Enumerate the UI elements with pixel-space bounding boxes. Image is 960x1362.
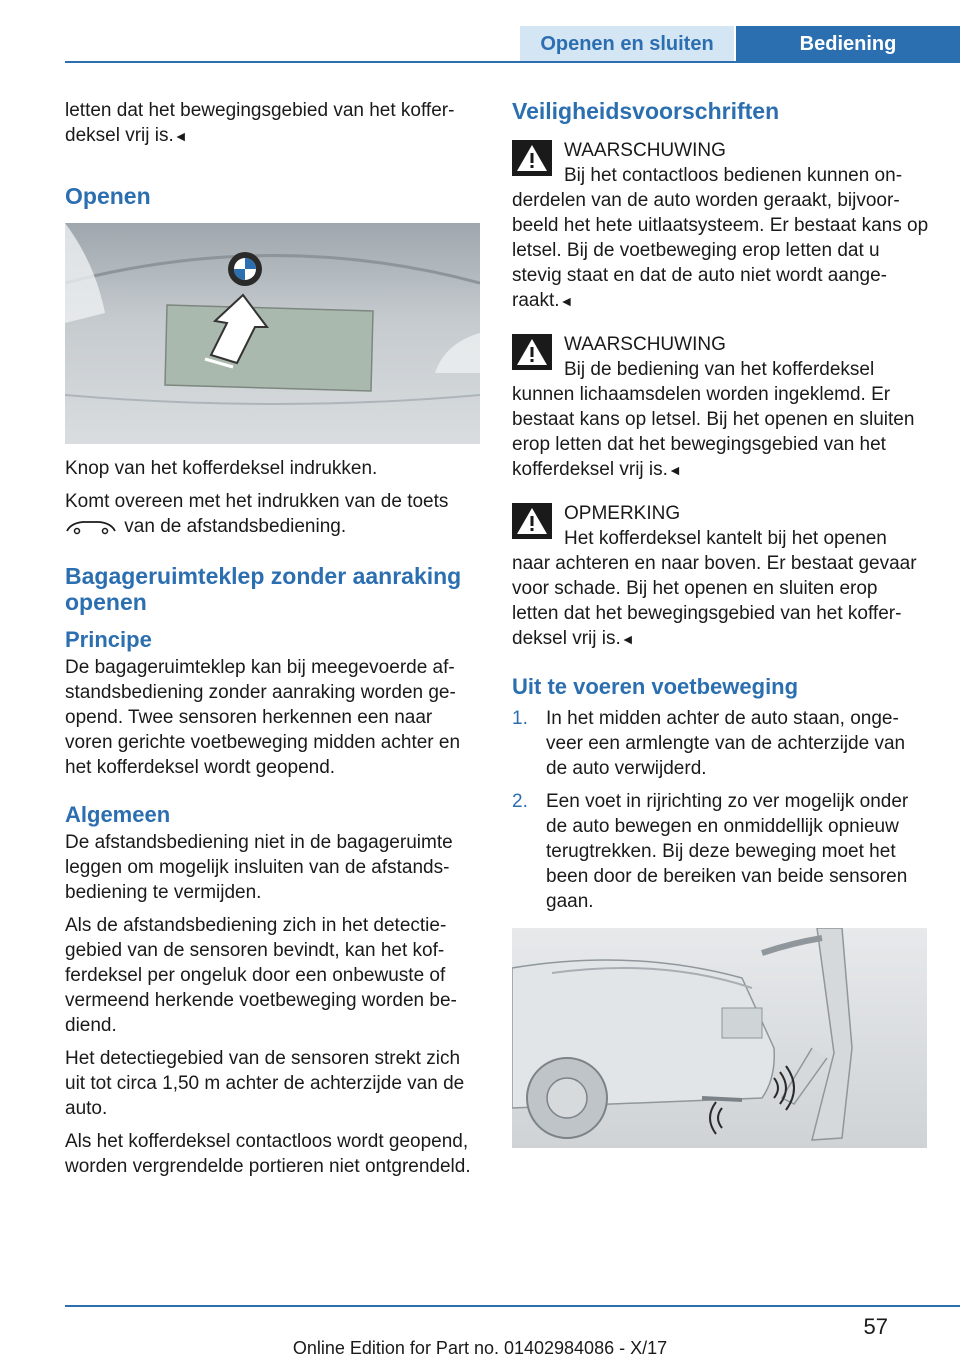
end-mark: ◄	[559, 293, 574, 309]
continued-paragraph: letten dat het bewegingsgebied van het kofferdeksel vrij is.◄	[65, 100, 455, 146]
step-number: 2.	[512, 791, 528, 812]
principe-paragraph: De bagageruimteklep kan bij meegevoerde afstandsbediening zonder aanraking worden geopend. Twee sensoren herkennen een naar voren gerichte voetbeweging midden achter en het kofferdeksel wordt geopend.	[65, 657, 461, 778]
footer-rule	[65, 1305, 960, 1307]
step-text: In het midden achter de auto staan, ongeveer een armlengte van de achterzijde van de auto verwijderd.	[546, 708, 906, 779]
step-text: Een voet in rijrichting zo ver mogelijk onder de auto bewegen en onmiddellijk opnieuw terugtrekken. Bij deze beweging moet het been door de bereiken van beide sensoren gaan.	[546, 791, 909, 912]
warning-block	[512, 138, 929, 314]
warning-text: Bij de bediening van het kofferdeksel kunnen lichaamsdelen worden ingeklemd. Er bestaat kans op letsel. Bij het openen en sluiten erop letten dat het bewegingsgebied van het kofferdeksel vrij is.◄	[512, 359, 915, 480]
openen-heading: Openen	[65, 183, 151, 209]
warning-title: WAARSCHUWING	[564, 140, 726, 161]
edition-footer: Online Edition for Part no. 01402984086 - X/17	[292, 1338, 668, 1358]
section-heading-hands-free: Bagageruimteklep zonder aanraking openen	[65, 563, 462, 615]
list-item	[512, 789, 929, 914]
running-header-chapter: Bediening	[736, 26, 960, 62]
header-rule	[65, 61, 960, 63]
end-mark: ◄	[667, 462, 682, 478]
safety-heading: Veiligheidsvoorschriften	[512, 98, 780, 124]
trunk-button-illustration	[65, 223, 480, 444]
steps-heading: Uit te voeren voetbeweging	[512, 674, 799, 699]
principe-heading: Principe	[65, 627, 152, 652]
algemeen-paragraph-4: Als het kofferdeksel contactloos wordt geopend, worden vergrendelde portieren niet ontgrendeld.	[65, 1131, 471, 1177]
page-number: 57	[863, 1314, 888, 1339]
bmw-logo-icon	[228, 252, 262, 286]
end-mark: ◄	[173, 128, 188, 144]
notice-text: Het kofferdeksel kantelt bij het openen naar achteren en naar boven. Er bestaat gevaar voor schade. Bij het openen en sluiten erop letten dat het bewegingsgebied van het kofferdeksel vrij is.◄	[512, 528, 917, 649]
algemeen-paragraph-2: Als de afstandsbediening zich in het detectiegebied van de sensoren bevindt, kan het kofferdeksel per ongeluk door een onbewuste of vermeend herkende voetbeweging worden bediend.	[65, 915, 457, 1036]
warning-triangle-icon	[512, 140, 552, 176]
car-trunk-key-icon	[65, 519, 117, 535]
end-mark: ◄	[620, 631, 635, 647]
remote-key-paragraph: Komt overeen met het indrukken van de toets van de afstandsbediening.	[65, 491, 449, 537]
notice-block	[512, 501, 929, 652]
running-header-section: Openen en sluiten	[520, 26, 734, 62]
algemeen-paragraph-3: Het detectiegebied van de sensoren strekt zich uit tot circa 1,50 m achter de achterzijde van de auto.	[65, 1048, 465, 1119]
list-item	[512, 706, 929, 781]
notice-title: OPMERKING	[564, 503, 681, 524]
right-column	[512, 98, 929, 1148]
algemeen-paragraph-1: De afstandsbediening niet in de bagageruimte leggen om mogelijk insluiten van de afstandsbediening te vermijden.	[65, 832, 453, 903]
warning-text: Bij het contactloos bedienen kunnen onderdelen van de auto worden geraakt, bijvoorbeeld het hete uitlaatsysteem. Er bestaat kans op letsel. Bij de voetbeweging erop letten dat u stevig staat en dat de auto niet wordt aangeraakt.◄	[512, 165, 929, 311]
figure-caption: Knop van het kofferdeksel indrukken.	[65, 458, 378, 479]
algemeen-heading: Algemeen	[65, 802, 171, 827]
left-column	[65, 98, 482, 1187]
warning-triangle-icon	[512, 503, 552, 539]
step-number: 1.	[512, 708, 528, 729]
warning-block	[512, 332, 929, 483]
warning-title: WAARSCHUWING	[564, 334, 726, 355]
foot-movement-illustration	[512, 928, 927, 1148]
warning-triangle-icon	[512, 334, 552, 370]
